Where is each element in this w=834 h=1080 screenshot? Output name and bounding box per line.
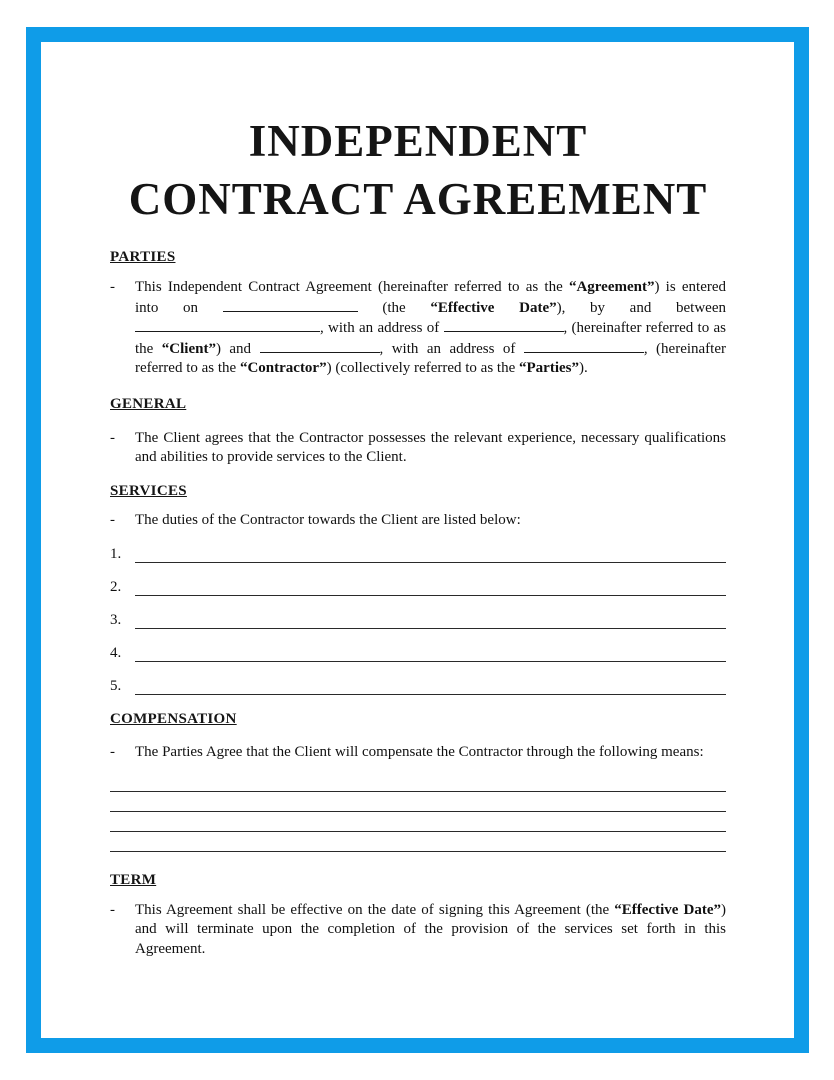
bold-text-run: “Client” — [161, 340, 216, 357]
document-title — [110, 112, 726, 228]
fill-in-blank-line[interactable] — [110, 831, 726, 832]
services-heading: SERVICES — [110, 482, 187, 499]
dash-bullet-icon: - — [110, 279, 115, 295]
compensation-paragraph — [110, 743, 726, 763]
document-content — [110, 0, 726, 959]
dash-bullet-icon: - — [110, 511, 115, 528]
section-term — [110, 870, 726, 960]
dash-bullet-icon: - — [110, 901, 115, 918]
compensation-paragraph-text — [135, 743, 726, 763]
fill-in-blank[interactable] — [444, 318, 564, 332]
section-parties — [110, 247, 726, 379]
text-run: ) and will terminate upon the completion of the provision of the services set forth in this Agreement. — [135, 901, 726, 957]
list-item — [110, 643, 726, 663]
dash-bullet-icon: - — [110, 744, 115, 760]
general-paragraph — [110, 429, 726, 468]
text-run: This Agreement shall be effective on the date of signing this Agreement (the — [135, 901, 615, 918]
list-item — [110, 544, 726, 564]
bold-text-run: “Agreement” — [568, 279, 655, 295]
text-run: The Client agrees that the Contractor possesses the relevant experience, necessary qualifications and abilities to provide services to the Client. — [135, 429, 726, 465]
fill-in-blank-line[interactable] — [110, 811, 726, 812]
bold-text-run: “Effective Date” — [430, 299, 557, 316]
fill-in-blank-line[interactable] — [135, 544, 726, 563]
parties-heading: PARTIES — [110, 249, 176, 265]
list-item — [110, 610, 726, 630]
fill-in-blank-line[interactable] — [110, 791, 726, 792]
list-item — [110, 577, 726, 597]
fill-in-blank-line[interactable] — [110, 851, 726, 852]
text-run: , with an address of — [320, 320, 444, 336]
list-number: 1. — [110, 546, 122, 562]
general-paragraph-text — [135, 429, 726, 468]
bold-text-run: “Contractor” — [239, 360, 327, 376]
parties-paragraph — [110, 278, 726, 379]
section-compensation — [110, 709, 726, 852]
fill-in-blank[interactable] — [524, 339, 644, 353]
list-number: 3. — [110, 612, 122, 628]
term-paragraph — [110, 901, 726, 960]
dash-bullet-icon: - — [110, 429, 115, 446]
list-item — [110, 676, 726, 696]
section-general — [110, 394, 726, 468]
fill-in-blank-line[interactable] — [135, 676, 726, 695]
text-run: (the — [357, 299, 431, 316]
text-run: The duties of the Contractor towards the Client are listed below: — [135, 511, 521, 528]
text-run: , with an address of — [379, 340, 524, 357]
text-run: ) and — [215, 340, 260, 357]
text-run: The Parties Agree that the Client will compensate the Contractor through the following means: — [135, 744, 704, 760]
text-run: , (hereinafter referred to as the — [135, 320, 726, 357]
services-paragraph-text — [135, 511, 726, 531]
term-heading: TERM — [110, 871, 157, 888]
fill-in-blank[interactable] — [260, 339, 380, 353]
fill-in-blank-line[interactable] — [135, 610, 726, 629]
term-paragraph-text — [135, 901, 726, 960]
text-run: , (hereinafter referred to as the — [135, 340, 726, 376]
compensation-blank-lines — [110, 791, 726, 852]
fill-in-blank[interactable] — [223, 298, 358, 312]
fill-in-blank[interactable] — [135, 318, 320, 332]
text-run: ), by and between — [556, 299, 726, 316]
services-duty-list — [110, 544, 726, 696]
general-heading: GENERAL — [110, 395, 187, 412]
list-number: 4. — [110, 645, 122, 661]
list-number: 5. — [110, 678, 122, 694]
text-run: ). — [578, 360, 588, 376]
list-number: 2. — [110, 579, 122, 595]
text-run: ) (collectively referred to as the — [326, 360, 519, 376]
services-paragraph — [110, 511, 726, 531]
text-run: This Independent Contract Agreement (hereinafter referred to as the — [135, 279, 569, 295]
text-run: ) is entered into on — [135, 279, 726, 316]
document-title-line2: CONTRACT AGREEMENT — [128, 174, 708, 224]
fill-in-blank-line[interactable] — [135, 643, 726, 662]
section-services — [110, 481, 726, 697]
parties-paragraph-text — [135, 278, 726, 379]
bold-text-run: “Parties” — [519, 360, 579, 376]
fill-in-blank-line[interactable] — [135, 577, 726, 596]
document-title-line1: INDEPENDENT — [248, 116, 588, 166]
bold-text-run: “Effective Date” — [614, 901, 721, 918]
compensation-heading: COMPENSATION — [110, 711, 237, 727]
